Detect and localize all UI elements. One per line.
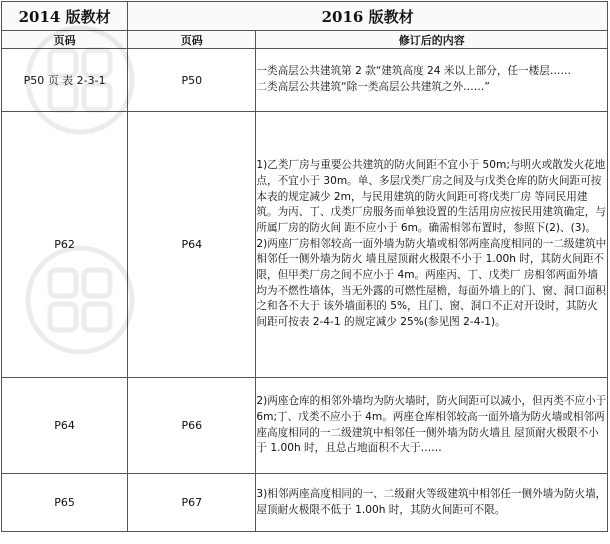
header-row-columns — [2, 31, 608, 49]
revised-content-header: 修订后的内容 — [256, 31, 608, 49]
content-paragraph: 一类高层公共建筑第 2 款“建筑高度 24 米以上部分，任一楼层…… — [256, 65, 572, 78]
page-2014-cell: P64 — [2, 378, 128, 474]
edition-2014-header: 2014 版教材 — [2, 2, 128, 31]
table-row — [2, 112, 608, 378]
revised-content-cell — [256, 474, 608, 532]
content-paragraph: 3)相邻两座高度相同的一、二级耐火等级建筑中相邻任一侧外墙为防火墙，屋顶耐火极限不低于 1.00h 时，其防火间距可不限。 — [256, 487, 607, 516]
page-2016-cell: P50 — [128, 49, 256, 112]
page-2016-cell: P66 — [128, 378, 256, 474]
header-row-editions — [2, 2, 608, 31]
page-2016-cell: P67 — [128, 474, 256, 532]
revised-content-cell — [256, 112, 608, 378]
table-row — [2, 49, 608, 112]
table-row — [2, 378, 608, 474]
page-2014-cell: P50 页 表 2-3-1 — [2, 49, 128, 112]
content-paragraph: 2)两座仓库的相邻外墙均为防火墙时，防火间距可以减小，但丙类不应小于 6m;丁、戊类不应小于 4m。两座仓库相邻较高一面外墙为防火墙或相邻两座高度相同的一二级建筑中相邻任一侧外墙为防火墙且 屋顶耐火极限不小于 1.00h 时，且总占地面积不大于…… — [256, 395, 607, 455]
page-2014-cell: P65 — [2, 474, 128, 532]
revision-table — [1, 1, 608, 532]
table-row — [2, 474, 608, 532]
page-2016-cell: P64 — [128, 112, 256, 378]
edition-2016-header: 2016 版教材 — [128, 2, 608, 31]
revised-content-cell — [256, 49, 608, 112]
page-2016-header: 页码 — [128, 31, 256, 49]
content-paragraph: 1)乙类厂房与重要公共建筑的防火间距不宜小于 50m;与明火或散发火花地点，不宜小于 30m。单、多层戊类厂房之间及与戊类仓库的防火间距可按本表的规定减少 2m，与民用建筑的防火间距可将戊类厂房 等同民用建筑。为丙、丁、戊类厂房服务而单独设置的生活用房应按民用建筑确定，与所属厂房的防火间 距不应小于 6m。确需相邻布置时，参照下(2)、(3)。 2)两座厂房相邻较高一面外墙为防火墙或相邻两座高度相同的一二级建筑中相邻任一侧外墙为防火 墙且屋顶耐火极限不小于 1.00h 时，其防火间距不限，但甲类厂房之间不应小于 4m。两座丙、丁、戊类厂 房相邻两面外墙均为不燃性墙体，当无外露的可燃性屋檐，每面外墙上的门、窗、洞口面积之和各不大于 该外墙面积的 5%，且门、窗、洞口不正对开设时，其防火间距可按表 2-4-1 的规定减少 25%(参见图 2-4-1)。 — [256, 159, 607, 329]
page-2014-cell: P62 — [2, 112, 128, 378]
content-paragraph: 二类高层公共建筑“除一类高层公共建筑之外……” — [256, 81, 490, 93]
revised-content-cell — [256, 378, 608, 474]
page-2014-header: 页码 — [2, 31, 128, 49]
